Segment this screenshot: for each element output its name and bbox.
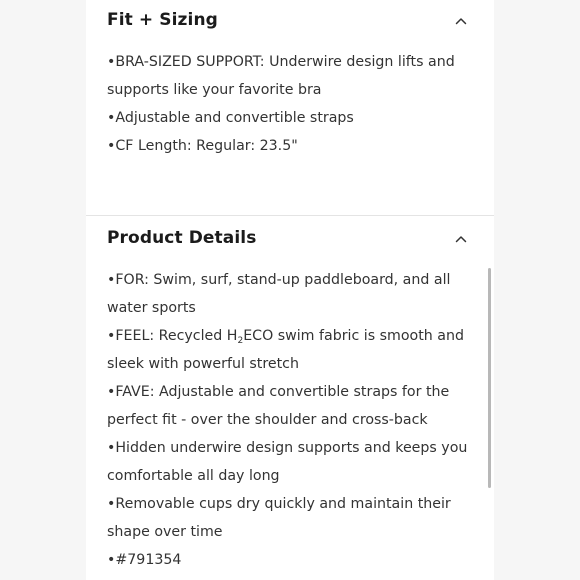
feel-text-start: FEEL: Recycled H [115, 328, 238, 344]
chevron-up-icon[interactable] [454, 232, 468, 246]
fit-sizing-list [107, 48, 477, 160]
scrollbar-thumb[interactable] [488, 268, 491, 488]
list-item: • FOR: Swim, surf, stand-up paddleboard, and all water sports [107, 266, 473, 322]
list-item [107, 322, 473, 378]
fit-sizing-title[interactable]: Fit + Sizing [107, 10, 218, 30]
product-info-panel [86, 0, 494, 580]
product-details-title[interactable]: Product Details [107, 228, 257, 248]
subscript-two: 2 [237, 336, 244, 346]
list-item: • Adjustable and convertible straps [107, 104, 477, 132]
list-item: • Hidden underwire design supports and keeps you comfortable all day long [107, 434, 473, 490]
product-details-section [86, 216, 494, 580]
fit-sizing-section [86, 0, 494, 215]
list-item: • #791354 [107, 546, 473, 574]
list-item: • BRA-SIZED SUPPORT: Underwire design lifts and supports like your favorite bra [107, 48, 477, 104]
product-details-list [107, 266, 473, 574]
list-item: • CF Length: Regular: 23.5" [107, 132, 477, 160]
list-item: • Removable cups dry quickly and maintain their shape over time [107, 490, 473, 546]
feel-text-end: ECO swim fabric is smooth and sleek with powerful stretch [107, 328, 464, 372]
chevron-up-icon[interactable] [454, 14, 468, 28]
list-item: • FAVE: Adjustable and convertible straps for the perfect fit - over the shoulder and cross-back [107, 378, 473, 434]
